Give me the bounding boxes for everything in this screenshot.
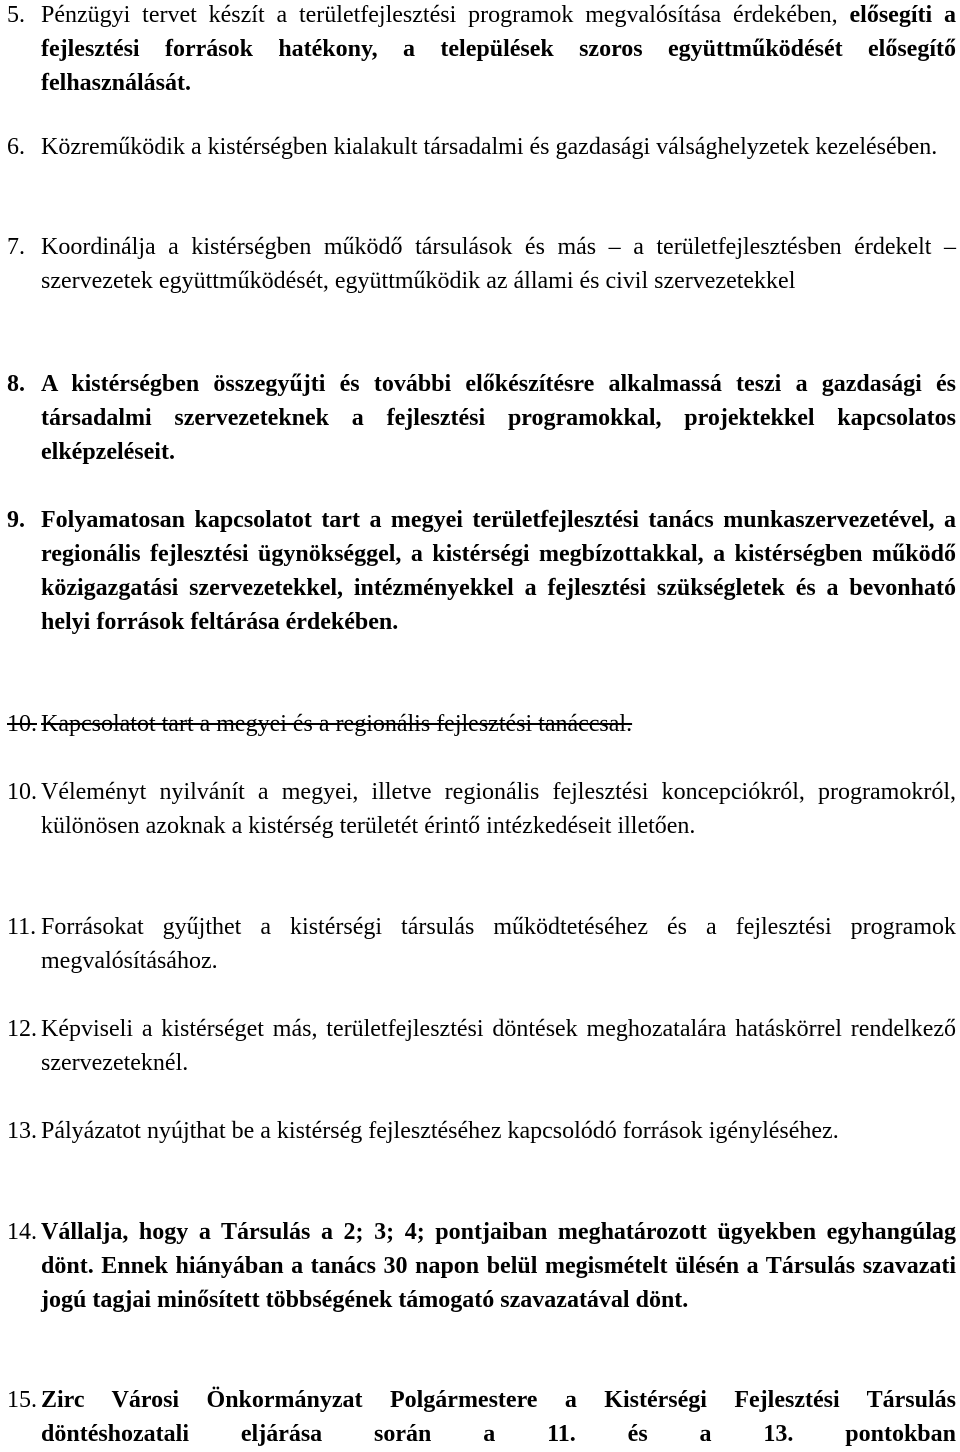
item-text: A kistérségben összegyűjti és további előkészítésre alkalmassá teszi a gazdasági és társadalmi szervezeteknek a fejlesztési programokkal, projektekkel kapcsolatos elképzeléseit.: [41, 371, 956, 465]
list-item-13: [0, 1114, 956, 1148]
item-text-bold: elősegíti a fejlesztési források hatékony, a települések szoros együttműködését elősegítő felhasználását.: [41, 2, 956, 96]
item-number: 13.: [7, 1118, 37, 1144]
item-text-regular: Pénzügyi tervet készít a területfejlesztési programok megvalósítása érdekében,: [41, 2, 850, 28]
list-item-9: [0, 503, 956, 639]
item-number: 15.: [7, 1387, 37, 1413]
item-number: 5.: [7, 2, 25, 28]
item-number: 14.: [7, 1219, 37, 1245]
item-text: Képviseli a kistérséget más, területfejlesztési döntések meghozatalára hatáskörrel rendelkező szervezeteknél.: [41, 1016, 956, 1076]
item-text: Pályázatot nyújthat be a kistérség fejlesztéséhez kapcsolódó források igényléséhez.: [41, 1118, 839, 1144]
item-text: Forrásokat gyűjthet a kistérségi társulás működtetéséhez és a fejlesztési programok megvalósításához.: [41, 914, 956, 974]
list-item-6: [0, 130, 956, 164]
item-number: 10.: [7, 779, 37, 805]
list-item-8: [0, 367, 956, 469]
item-text: Kapcsolatot tart a megyei és a regionális fejlesztési tanáccsal.: [41, 711, 633, 737]
item-number: 9.: [7, 507, 25, 533]
item-text: Zirc Városi Önkormányzat Polgármestere a Kistérségi Fejlesztési Társulás döntéshozatali eljárása során a 11. és a 13. pontokban: [41, 1387, 956, 1447]
item-text: [41, 0, 956, 100]
item-text: Véleményt nyilvánít a megyei, illetve regionális fejlesztési koncepciókról, programokról, különösen azoknak a kistérség területét érintő intézkedéseit illetően.: [41, 779, 956, 839]
item-text: Közreműködik a kistérségben kialakult társadalmi és gazdasági válsághelyzetek kezelésében.: [41, 134, 938, 160]
item-number: 7.: [7, 234, 25, 260]
item-number: 8.: [7, 371, 25, 397]
item-number: 6.: [7, 134, 25, 160]
item-number: 11.: [7, 914, 37, 940]
item-text: Folyamatosan kapcsolatot tart a megyei területfejlesztési tanács munkaszervezetével, a regionális fejlesztési ügynökséggel, a kistérségi megbízottakkal, a kistérségben működő közigazgatási szervezetekkel, intézményekkel a fejlesztési szükségletek és a bevonható helyi források feltárása érdekében.: [41, 507, 956, 635]
list-item-11: [0, 910, 956, 978]
list-item-10-deleted: [0, 707, 956, 741]
list-item-12: [0, 1012, 956, 1080]
item-text: Koordinálja a kistérségben működő társulások és más – a területfejlesztésben érdekelt – szervezetek együttműködését, együttműködik az állami és civil szervezetekkel: [41, 234, 956, 294]
item-number: 10.: [7, 711, 37, 737]
item-number: 12.: [7, 1016, 37, 1042]
list-item-5: [0, 0, 956, 100]
list-item-10: [0, 775, 956, 843]
list-item-15: [0, 1383, 956, 1451]
list-item-14: [0, 1215, 956, 1317]
list-item-7: [0, 230, 956, 298]
item-text: Vállalja, hogy a Társulás a 2; 3; 4; pontjaiban meghatározott ügyekben egyhangúlag dönt. Ennek hiányában a tanács 30 napon belül megismételt ülésén a Társulás szavazati jogú tagjai minősített többségének támogató szavazatával dönt.: [41, 1219, 956, 1313]
